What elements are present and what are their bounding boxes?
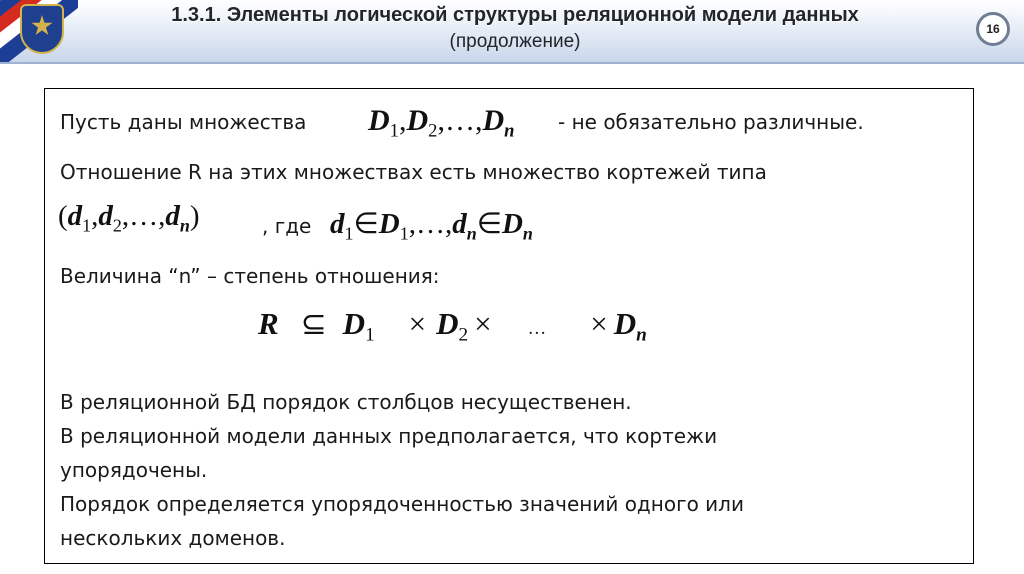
paragraph-line-5: нескольких доменов. bbox=[60, 526, 286, 550]
emblem-icon bbox=[20, 4, 64, 54]
formula-relation: R ⊆ $D_1 \times D_2$ × … × $D_n$ bbox=[258, 306, 647, 346]
text-line-relation: Отношение R на этих множествах есть множество кортежей типа bbox=[60, 160, 767, 184]
slide-header bbox=[0, 0, 1024, 64]
paragraph-line-3: упорядочены. bbox=[60, 458, 208, 482]
paragraph-line-4: Порядок определяется упорядоченностью значений одного или bbox=[60, 492, 744, 516]
page-number-badge: 16 bbox=[976, 12, 1010, 46]
paragraph-line-2: В реляционной модели данных предполагается, что кортежи bbox=[60, 424, 718, 448]
formula-domains: $D_1,D_2,\dots,D_n$ bbox=[368, 104, 515, 142]
text-line-sets: Пусть даны множества bbox=[60, 110, 307, 134]
paragraph-line-1: В реляционной БД порядок столбцов несущественен. bbox=[60, 390, 632, 414]
slide-subtitle: (продолжение) bbox=[449, 31, 581, 52]
text-where: , где bbox=[262, 214, 312, 238]
slide-title: 1.3.1. Элементы логической структуры реляционной модели данных bbox=[171, 4, 859, 26]
text-line-degree: Величина “n” – степень отношения: bbox=[60, 264, 440, 288]
formula-tuple: $(d_1,d_2,\dots,d_n)$ bbox=[58, 200, 200, 236]
text-line-sets-tail: - не обязательно различные. bbox=[558, 110, 864, 134]
formula-membership: $d_1\in D_1,\dots,d_n\in D_n$ bbox=[330, 208, 533, 244]
